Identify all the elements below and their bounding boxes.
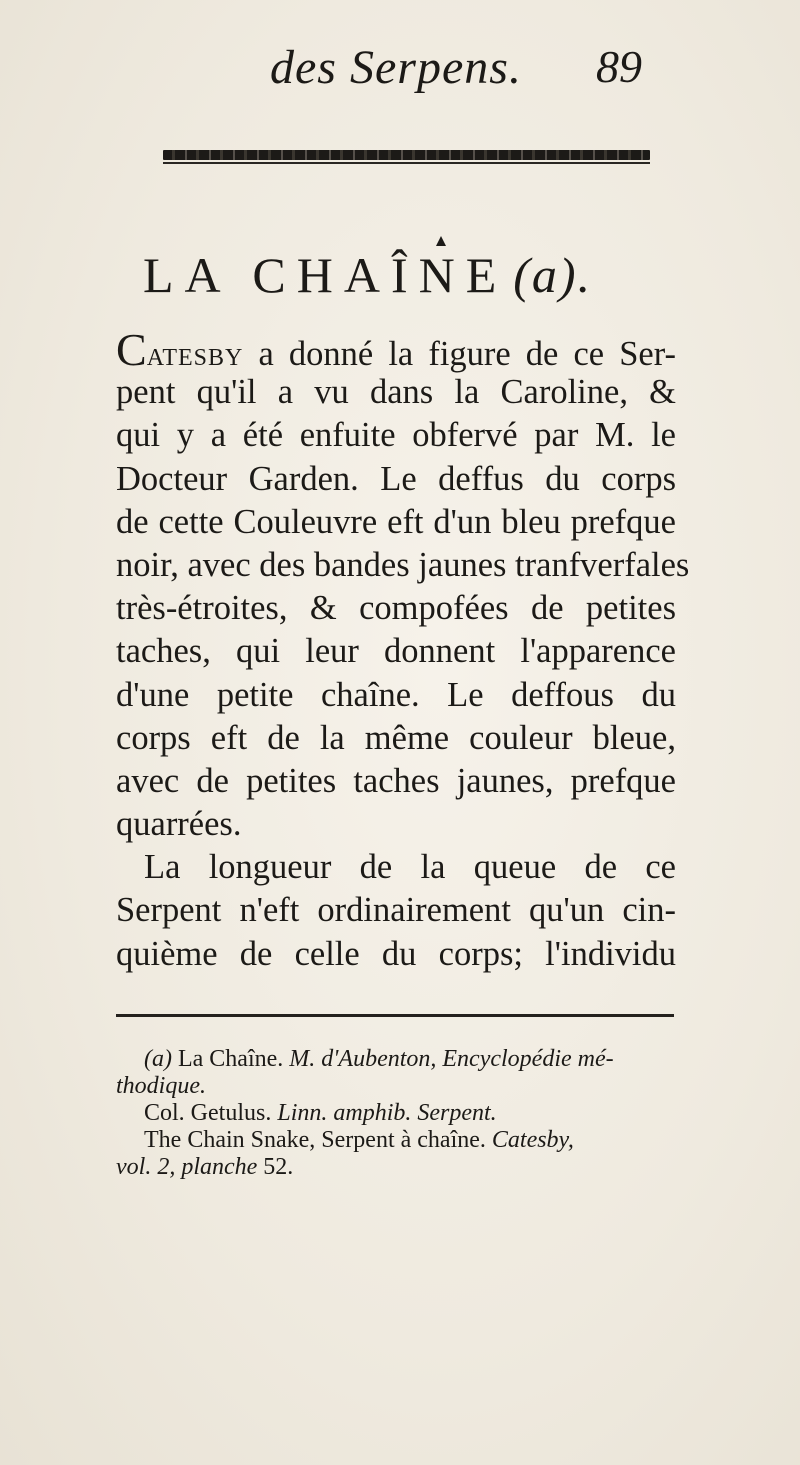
body-line-6: noir, avec des bandes jaunes tranfverfales [116, 545, 690, 584]
footnote-line-3-plain: Col. Getulus. [144, 1100, 278, 1126]
body-line-3: qui y a été enfuite obfervé par M. le [116, 416, 676, 455]
body-line-15: quième de celle du corps; l'individu [116, 934, 676, 973]
running-title: des Serpens. [270, 41, 522, 94]
body-line-12: quarrées. [116, 805, 242, 844]
footnote-line-5-italic: vol. 2, planche [116, 1154, 258, 1180]
footnote-author: M. d'Aubenton, Encyclopédie mé- [289, 1046, 614, 1072]
body-line-11: avec de petites taches jaunes, prefque [116, 761, 676, 800]
footnote-line-5-plain: 52. [257, 1154, 294, 1180]
footnote-line-2: thodique. [116, 1073, 206, 1099]
ornamental-rule [163, 150, 650, 160]
footnote-marker: (a) [144, 1046, 172, 1072]
drop-capital: C [116, 324, 147, 375]
section-title [143, 246, 592, 304]
body-line-14: Serpent n'eft ordinairement qu'un cin- [116, 891, 676, 930]
footnote-line-3-italic: Linn. amphib. Serpent. [277, 1100, 497, 1126]
footnote-title: La Chaîne. [171, 1046, 290, 1072]
body-line-8: taches, qui leur donnent l'apparence [116, 632, 676, 671]
footnotes [116, 1046, 676, 1181]
footnote-line-4-plain: The Chain Snake, Serpent à chaîne. [144, 1127, 492, 1153]
small-caps-name: ATESBY [146, 345, 244, 371]
body-line-7: très-étroites, & compofées de petites [116, 589, 676, 628]
body-text [116, 324, 690, 976]
body-line-1 [116, 324, 676, 375]
body-line-4: Docteur Garden. Le deffus du corps [116, 459, 676, 498]
footnote-line-4 [116, 1127, 676, 1154]
body-line-1-text: a donné la figure de ce Ser- [243, 335, 676, 373]
body-line-5: de cette Couleuvre eft d'un bleu prefque [116, 502, 676, 541]
footnote-line-5 [116, 1154, 676, 1181]
body-line-9: d'une petite chaîne. Le deffous du [116, 675, 676, 714]
body-line-2: pent qu'il a vu dans la Caroline, & [116, 373, 676, 412]
body-line-10: corps eft de la même couleur bleue, [116, 718, 676, 757]
ornament-mark [436, 236, 446, 246]
footnote-line-3 [116, 1100, 676, 1127]
running-head [0, 40, 800, 110]
footnote-rule [116, 1014, 674, 1017]
page-number: 89 [596, 41, 642, 92]
footnote-line-1 [116, 1046, 676, 1073]
footnote-line-4-italic: Catesby, [491, 1127, 574, 1153]
body-line-13: La longueur de la queue de ce [144, 848, 676, 887]
ornamental-rule-underline [163, 162, 650, 164]
section-title-text: LA CHAÎNE [143, 247, 508, 303]
footnote-reference: (a). [513, 247, 593, 303]
